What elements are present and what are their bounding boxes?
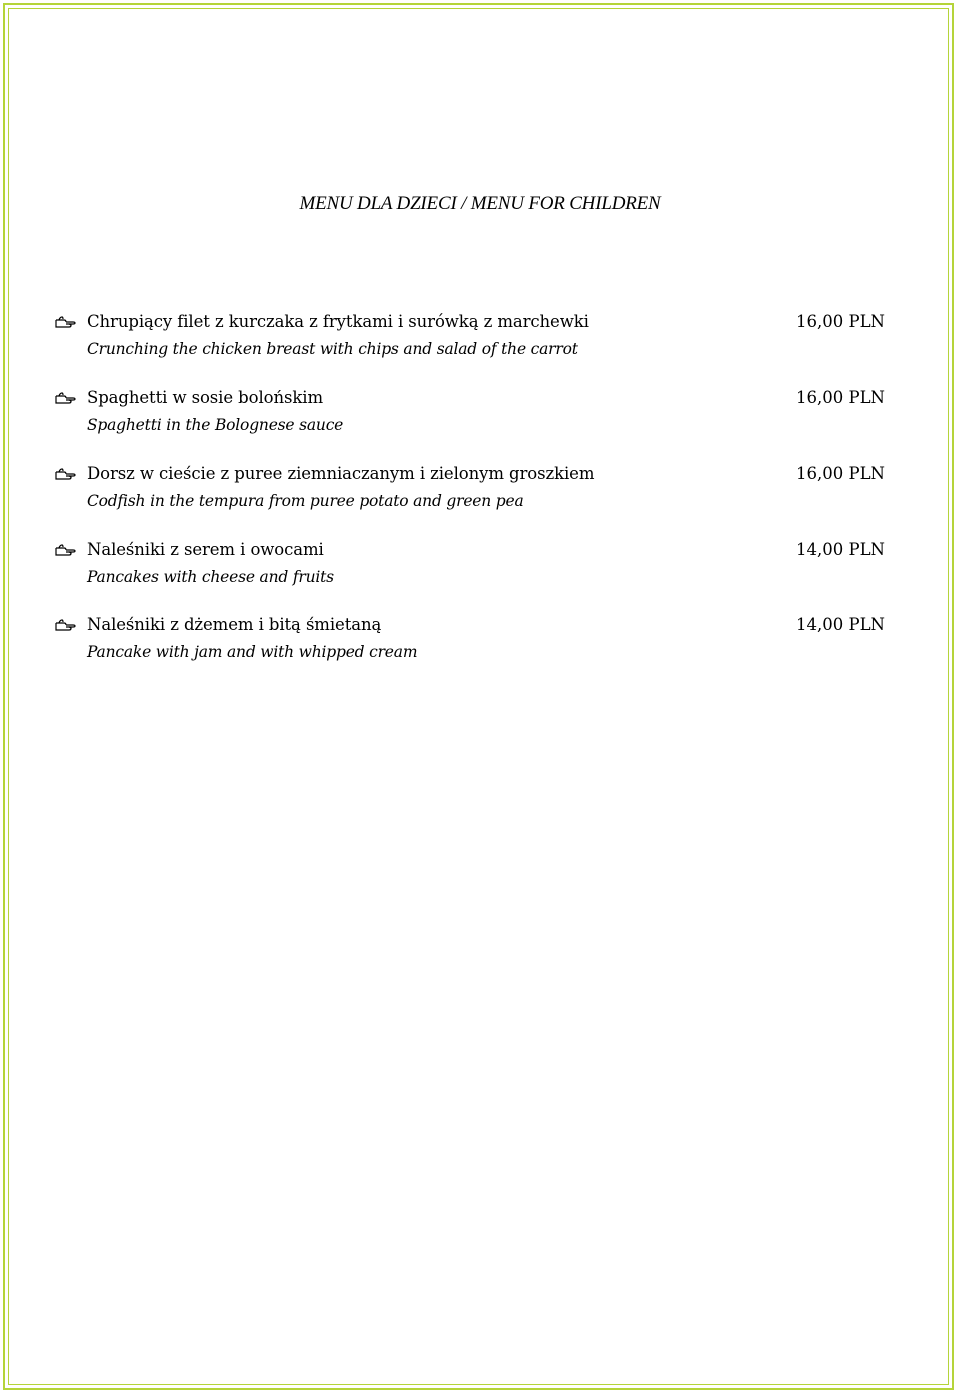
- dish-name-english: Pancakes with cheese and fruits: [87, 568, 334, 586]
- dish-name-english: Crunching the chicken breast with chips and salad of the carrot: [87, 340, 578, 358]
- pointing-hand-icon: [55, 468, 77, 482]
- menu-item: [55, 615, 885, 671]
- dish-price: 16,00 PLN: [796, 312, 885, 331]
- pointing-hand-icon: [55, 316, 77, 330]
- menu-title: MENU DLA DZIECI / MENU FOR CHILDREN: [299, 193, 661, 214]
- dish-name-english: Spaghetti in the Bolognese sauce: [87, 416, 344, 434]
- menu-item: [55, 540, 885, 596]
- dish-price: 16,00 PLN: [796, 388, 885, 407]
- dish-name-polish: Spaghetti w sosie bolońskim: [87, 388, 323, 407]
- dish-name-english: Codfish in the tempura from puree potato and green pea: [87, 492, 524, 510]
- dish-name-polish: Naleśniki z dżemem i bitą śmietaną: [87, 615, 382, 634]
- dish-price: 14,00 PLN: [796, 540, 885, 559]
- dish-name-polish: Dorsz w cieście z puree ziemniaczanym i zielonym groszkiem: [87, 464, 595, 483]
- menu-item: [55, 464, 885, 520]
- pointing-hand-icon: [55, 392, 77, 406]
- dish-name-polish: Chrupiący filet z kurczaka z frytkami i surówką z marchewki: [87, 312, 589, 331]
- menu-item: [55, 312, 885, 368]
- dish-name-polish: Naleśniki z serem i owocami: [87, 540, 324, 559]
- dish-price: 16,00 PLN: [796, 464, 885, 483]
- pointing-hand-icon: [55, 544, 77, 558]
- pointing-hand-icon: [55, 619, 77, 633]
- menu-item: [55, 388, 885, 444]
- dish-price: 14,00 PLN: [796, 615, 885, 634]
- dish-name-english: Pancake with jam and with whipped cream: [87, 643, 418, 661]
